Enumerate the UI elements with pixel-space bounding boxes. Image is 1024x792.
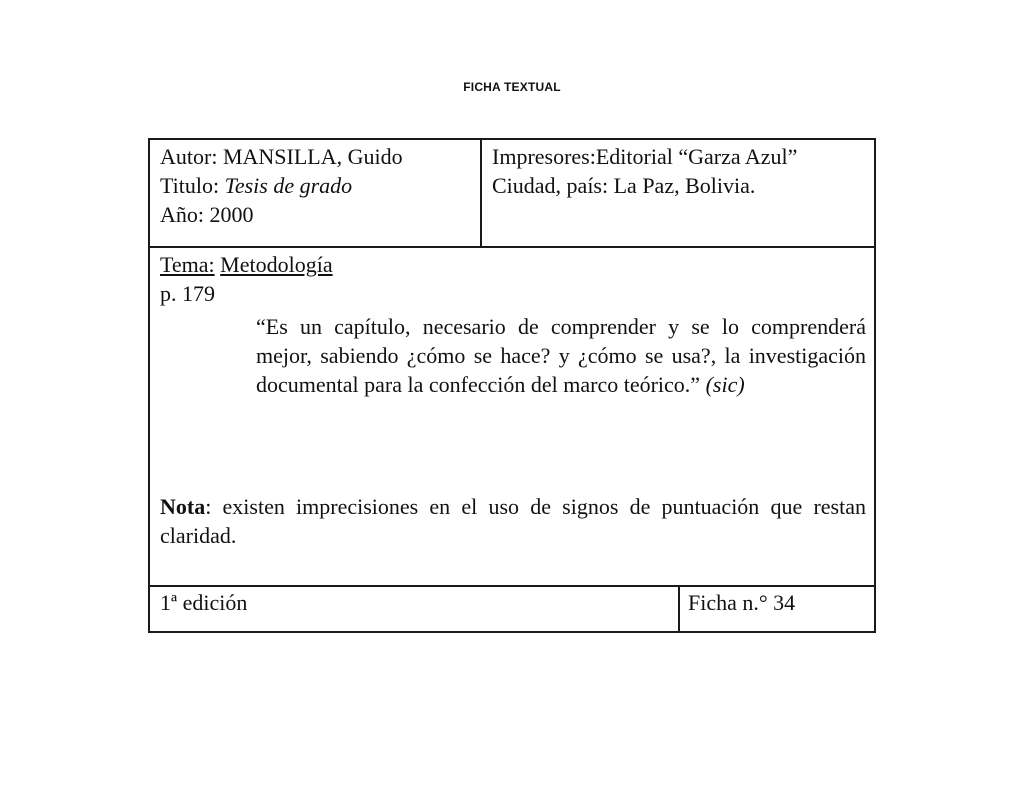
source-info-cell	[150, 140, 482, 246]
note-label: Nota	[160, 494, 206, 519]
author-value: MANSILLA, Guido	[222, 144, 403, 169]
edition-text: 1ª edición	[160, 590, 248, 615]
topic-value: Metodología	[220, 252, 333, 277]
card-header-row	[150, 140, 874, 248]
title-label: Titulo:	[160, 173, 220, 198]
city-value: La Paz, Bolivia.	[613, 173, 756, 198]
publisher-value: Editorial “Garza Azul”	[595, 144, 798, 169]
city-label: Ciudad, país:	[492, 173, 609, 198]
page-reference: p. 179	[160, 281, 215, 306]
card-number: Ficha n.° 34	[688, 590, 796, 615]
title-value: Tesis de grado	[224, 173, 353, 198]
quotation-sic: (sic)	[705, 372, 745, 397]
card-footer-row	[150, 587, 874, 631]
topic-label: Tema:	[160, 252, 215, 277]
city-line	[492, 171, 874, 200]
card-body-row	[150, 248, 874, 587]
quotation	[256, 312, 866, 399]
publication-info-cell	[482, 140, 874, 246]
title-line	[160, 171, 480, 200]
publisher-line	[492, 142, 874, 171]
topic-line	[160, 250, 866, 279]
publisher-label: Impresores:	[492, 144, 596, 169]
year-label: Año:	[160, 202, 204, 227]
card-number-cell	[680, 587, 874, 631]
year-line	[160, 200, 480, 229]
quotation-text: “Es un capítulo, necesario de comprender y se lo comprenderá mejor, sabiendo ¿cómo se hace? y ¿cómo se usa?, la investigación documental para la confección del marco teórico.”	[256, 314, 866, 397]
bibliographic-card	[148, 138, 876, 633]
author-line	[160, 142, 480, 171]
year-value: 2000	[209, 202, 254, 227]
author-label: Autor:	[160, 144, 218, 169]
edition-cell	[150, 587, 680, 631]
note	[160, 492, 866, 550]
page-title: FICHA TEXTUAL	[463, 80, 561, 94]
note-text: : existen imprecisiones en el uso de signos de puntuación que restan claridad.	[160, 494, 866, 548]
